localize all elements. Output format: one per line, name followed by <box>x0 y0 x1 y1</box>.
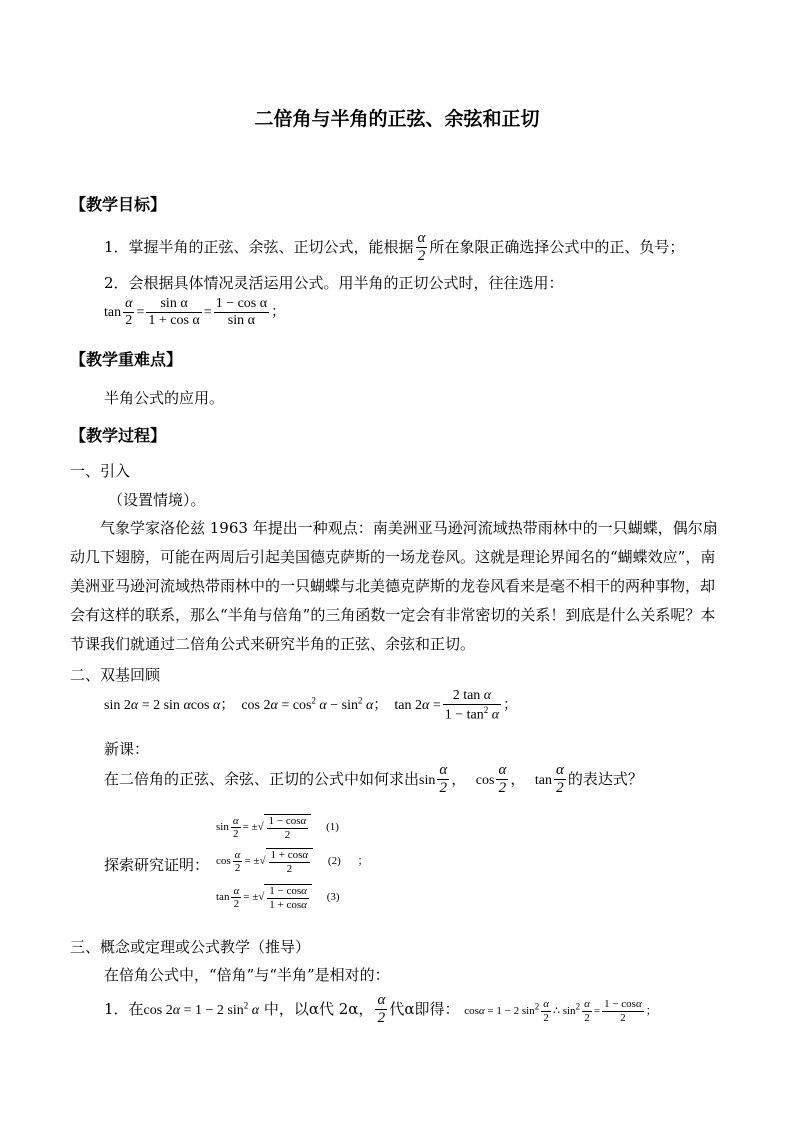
half-angle-cosine-formula: cos $\frac{\alpha}{2}$ = ±√ $\frac{1 + \cos\alpha}{2}$ (2) ； <box>216 848 369 875</box>
key-points-text: 半角公式的应用。 <box>104 389 225 407</box>
section-heading-process: 【教学过程】 <box>70 426 167 445</box>
goal-item-1-text-a: 1．掌握半角的正弦、余弦、正切公式，能根据 <box>104 237 414 256</box>
goal-item-2: 2．会根据具体情况灵活运用公式。用半角的正切公式时，往往选用： <box>104 274 564 292</box>
page-title: 二倍角与半角的正弦、余弦和正切 <box>254 108 540 130</box>
half-angle-sine-formula: sin $\frac{\alpha}{2}$ = ±√ $\frac{1 - \cos\alpha}{2}$ (1) <box>216 814 339 841</box>
intro-heading: 一、引入 <box>70 462 131 480</box>
review-question-text-a: 在二倍角的正弦、余弦、正切的公式中如何求出 <box>104 769 420 788</box>
alpha-over-2-fraction: $\frac{\alpha}{2}$ <box>417 230 426 265</box>
concept-heading: 三、概念或定理或公式教学（推导） <box>70 938 311 956</box>
concept-item-1-text-b: 中，以α代 2α， <box>263 999 374 1018</box>
review-question: 在二倍角的正弦、余弦、正切的公式中如何求出sin $\frac{\alpha}{2}$ ， cos $\frac{\alpha}{2}$ ， tan $\frac{\alpha}{2}$ 的表达式？ <box>104 762 643 797</box>
intro-paragraph: 气象学家洛伦兹 1963 年提出一种观点：南美洲亚马逊河流域热带雨林中的一只蝴蝶，偶尔扇动几下翅膀，可能在两周后引起美国德克萨斯的一场龙卷风。这就是理论界闻名的“蝴蝶效应”，南美洲亚马逊河流域热带雨林中的一只蝴蝶与北美德克萨斯的龙卷风看来是毫不相干的两种事物，却会有这样的联系，那么“半角与倍角”的三角函数一定会有非常密切的关系！到底是什么关系呢？本节课我们就通过二倍角公式来研究半角的正弦、余弦和正切。 <box>70 519 718 653</box>
section-heading-goals: 【教学目标】 <box>70 195 167 214</box>
goal-item-1-text-b: 所在象限正确选择公式中的正、负号； <box>429 237 685 256</box>
concept-item-1-text-a: 1．在 <box>104 999 144 1018</box>
formula-label-3: (3) <box>326 891 340 904</box>
explore-label: 探索研究证明： <box>104 856 210 874</box>
concept-line-1: 在倍角公式中，“倍角”与“半角”是相对的： <box>104 966 390 984</box>
half-angle-tangent-formula: tan $\frac{\alpha}{2}$ = $\frac{\text{sin α}}{\text{1 + cos α}}$ = $\frac{\text{1 − cos α}}{\text{sin α}}$ ； <box>104 296 286 329</box>
section-heading-key-points: 【教学重难点】 <box>70 350 183 369</box>
formula-label-1: (1) <box>326 821 339 834</box>
intro-setup: （设置情境）。 <box>108 491 206 509</box>
half-angle-tangent-root-formula: tan $\frac{\alpha}{2}$ = ±√ $\frac{1 - \cos\alpha}{1 + \cos\alpha}$ (3) <box>216 884 340 911</box>
review-question-text-b: 的表达式？ <box>567 769 643 788</box>
new-lesson-label: 新课： <box>104 740 150 758</box>
goal-item-1 <box>104 230 684 266</box>
formula-label-2: (2) <box>327 855 341 868</box>
concept-item-1-text-c: 代α即得： <box>389 999 460 1018</box>
concept-item-1: 1．在cos 2α = 1 − 2 $\sin^2 \alpha$ 中，以α代 2α， $\frac{\alpha}{2}$ 代α即得： cosα = 1 − 2 $\sin^2$ $\frac{\alpha}{2}$ ∴ $\sin^2$ $\frac{\alpha}{2}$ = $\frac{1 - \cos\alpha}{2}$ ； <box>104 992 657 1027</box>
formula-semicolon: ； <box>357 855 369 868</box>
review-heading: 二、双基回顾 <box>70 666 161 684</box>
double-angle-formulas: sin 2α = 2 sin αcos α； $\cos 2\alpha = \cos^2 \alpha - \sin^2 \alpha$； tan 2α = $\frac{\text{2 tan α}}{1 - \tan^2 \alpha}$ ； <box>104 688 518 723</box>
